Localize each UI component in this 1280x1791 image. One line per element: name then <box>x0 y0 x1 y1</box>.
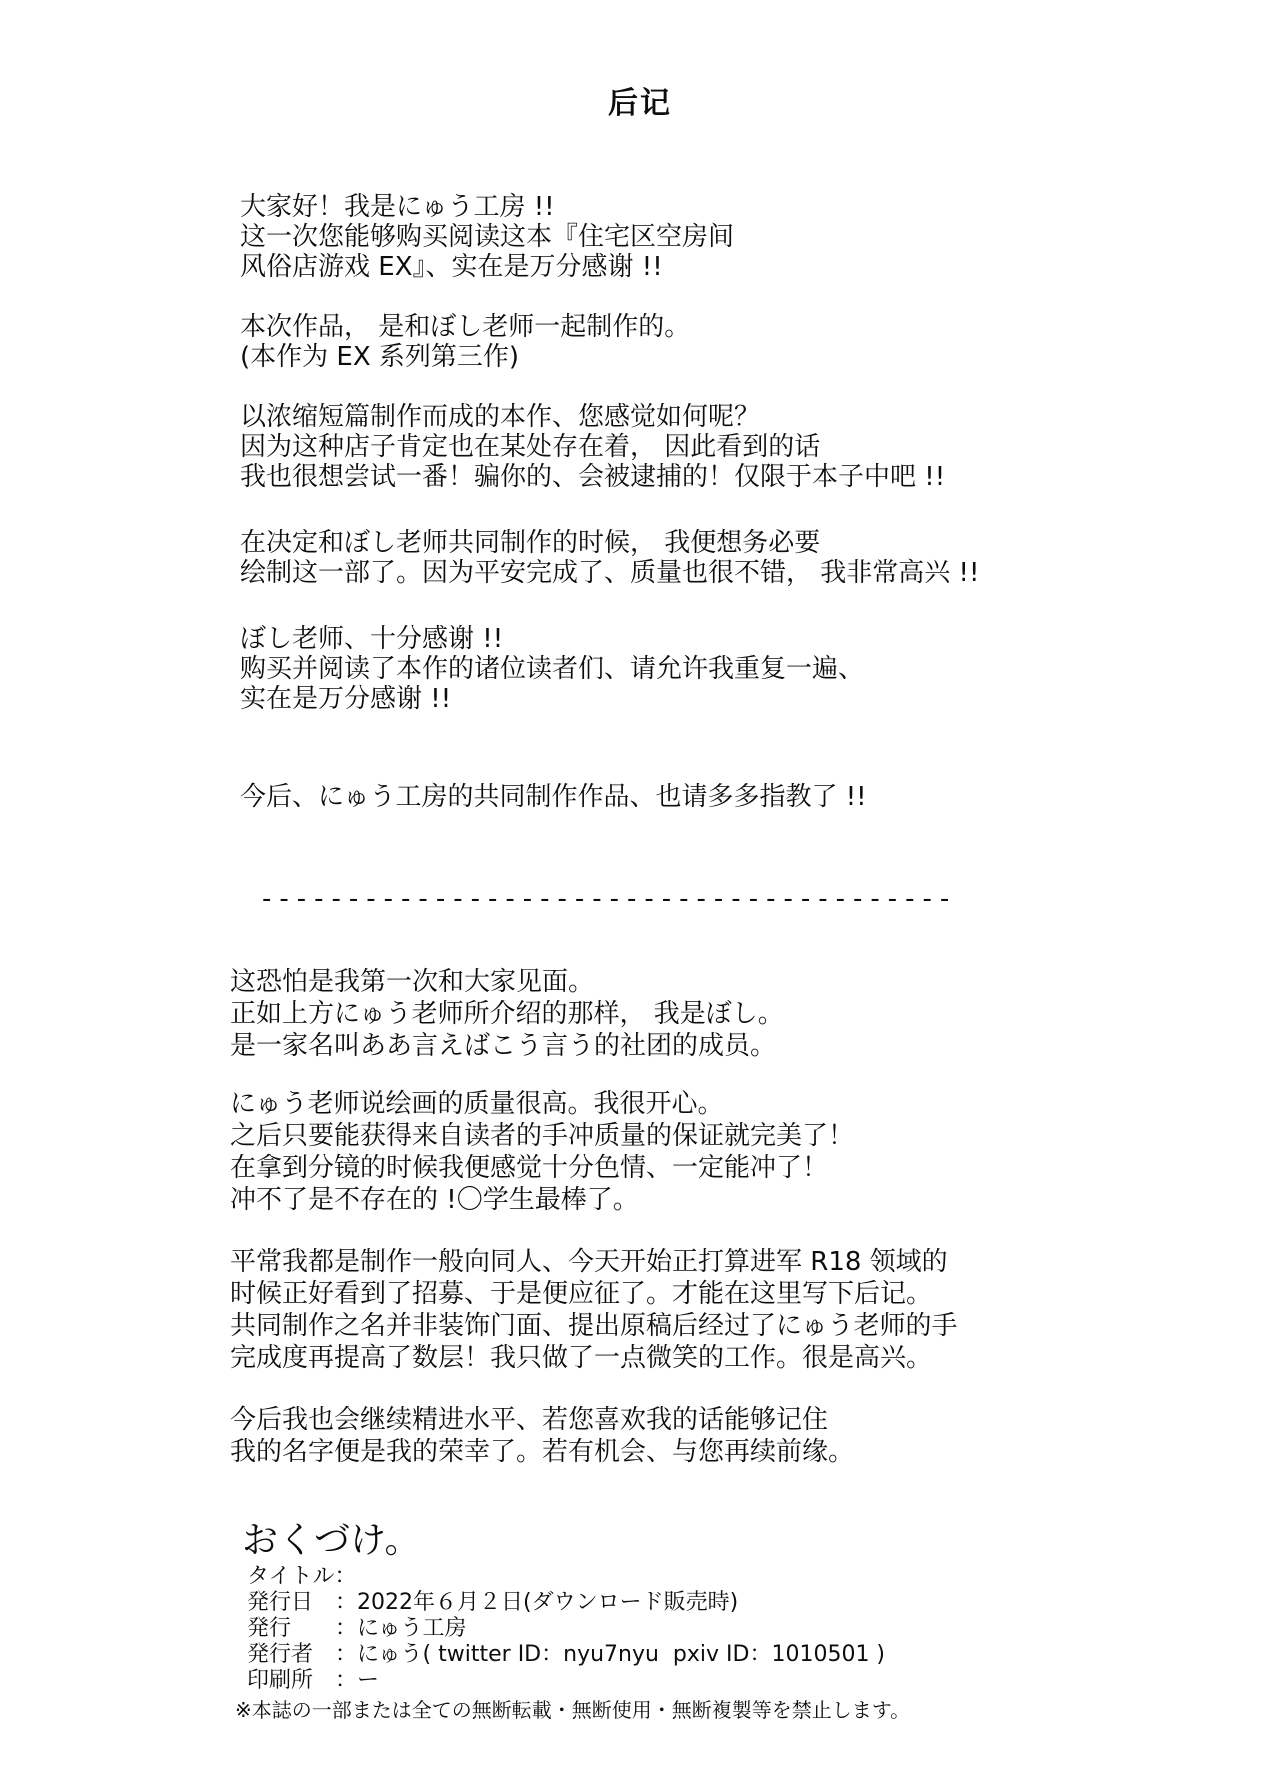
nyuu-paragraph-impressions <box>240 402 945 492</box>
text-line: 我的名字便是我的荣幸了。若有机会、与您再续前缘。 <box>230 1437 855 1467</box>
text-line: 绘制这一部了。因为平安完成了、质量也很不错， 我非常高兴 !! <box>240 558 980 588</box>
colophon-block <box>247 1564 885 1694</box>
nyuu-paragraph-thanks <box>240 624 864 714</box>
text-line: ぼし老师、十分感谢 !! <box>240 624 504 654</box>
copyright-note: ※本誌の一部または全ての無断転載・無断使用・無断複製等を禁止します。 <box>235 1698 911 1722</box>
text-line: 共同制作之名并非装饰门面、提出原稿后经过了にゅう老师的手 <box>230 1311 958 1341</box>
nyuu-paragraph-greeting <box>240 192 734 282</box>
boshi-paragraph-closing <box>230 1404 854 1468</box>
text-line: 大家好！我是にゅう工房 !! <box>240 192 555 222</box>
text-line: 我也很想尝试一番！骗你的、会被逮捕的！仅限于本子中吧 !! <box>240 462 946 492</box>
nyuu-paragraph-collab <box>240 312 690 372</box>
text-line: 购买并阅读了本作的诸位读者们、请允许我重复一遍、 <box>240 654 865 684</box>
colophon-line-publish-date: 発行日 ：2022年６月２日(ダウンロード販売時) <box>247 1590 739 1615</box>
text-line: 实在是万分感谢 !! <box>240 684 452 714</box>
text-line: 平常我都是制作一般向同人、今天开始正打算进军 R18 领域的 <box>230 1247 948 1277</box>
colophon-line-printer: 印刷所 ：ー <box>247 1668 380 1693</box>
text-line: 在拿到分镜的时候我便感觉十分色情、一定能冲了！ <box>230 1153 829 1183</box>
text-line: 在决定和ぼし老师共同制作的时候， 我便想务必要 <box>240 528 821 558</box>
page-title: 后记 <box>608 86 672 121</box>
text-line: 以浓缩短篇制作而成的本作、您感觉如何呢？ <box>240 402 761 432</box>
text-line: 完成度再提高了数层！我只做了一点微笑的工作。很是高兴。 <box>230 1343 933 1373</box>
text-line: にゅう老师说绘画的质量很高。我很开心。 <box>230 1089 724 1119</box>
boshi-paragraph-background <box>230 1246 957 1374</box>
colophon-line-publisher: 発行 ：にゅう工房 <box>247 1616 467 1641</box>
text-line: 之后只要能获得来自读者的手冲质量的保证就完美了！ <box>230 1121 855 1151</box>
text-line: 时候正好看到了招募、于是便应征了。才能在这里写下后记。 <box>230 1279 933 1309</box>
section-divider: ---------------------------------------- <box>262 884 958 914</box>
colophon-line-author: 発行者 ：にゅう( twitter ID：nyu7nyu pxiv ID：1010501 ) <box>247 1642 886 1667</box>
nyuu-paragraph-decision <box>240 528 979 588</box>
text-line: 今后、にゅう工房的共同制作作品、也请多多指教了 !! <box>240 782 867 812</box>
text-line: 是一家名叫ああ言えばこう言う的社团的成员。 <box>230 1031 777 1061</box>
text-line: 本次作品， 是和ぼし老师一起制作的。 <box>240 312 691 342</box>
text-line: 今后我也会继续精进水平、若您喜欢我的话能够记住 <box>230 1405 829 1435</box>
text-line: 这一次您能够购买阅读这本『住宅区空房间 <box>240 222 735 252</box>
colophon-line-title: タイトル： <box>247 1564 357 1589</box>
colophon-heading: おくづけ。 <box>242 1520 421 1561</box>
text-line: (本作为 EX 系列第三作) <box>240 342 520 372</box>
nyuu-paragraph-closing <box>240 782 867 812</box>
boshi-paragraph-intro <box>230 966 784 1062</box>
text-line: 冲不了是不存在的 !〇学生最棒了。 <box>230 1185 639 1215</box>
text-line: 因为这种店子肯定也在某处存在着， 因此看到的话 <box>240 432 821 462</box>
boshi-paragraph-quality <box>230 1088 854 1216</box>
text-line: 这恐怕是我第一次和大家见面。 <box>230 967 595 997</box>
text-line: 正如上方にゅう老师所介绍的那样， 我是ぼし。 <box>230 999 784 1029</box>
text-line: 风俗店游戏 EX』、实在是万分感谢 !! <box>240 252 663 282</box>
